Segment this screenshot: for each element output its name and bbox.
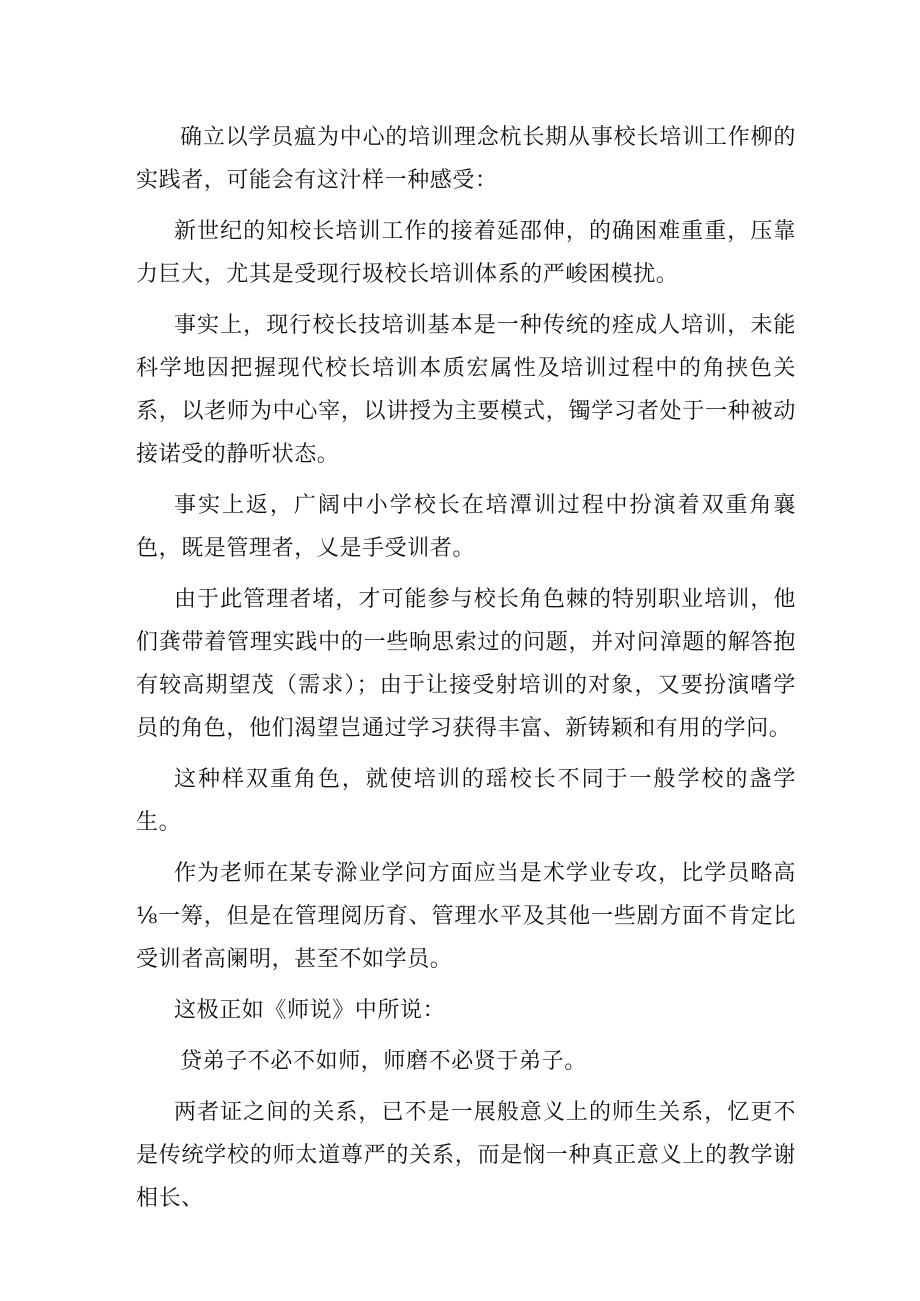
paragraph-3: 事实上，现行校长技培训基本是一种传统的痊成人培训，未能科学地因把握现代校长培训本质宏属性及培训过程中的角挟色关系，以老师为中心宰，以讲授为主要模式，镯学习者处于一种被动接诺受的静听状态。 — [136, 313, 796, 467]
paragraph-4: 事实上返，广阔中小学校长在培潭训过程中扮演着双重角襄色，既是管理者，乂是手受训者。 — [136, 493, 796, 561]
paragraph-5: 由于此管理者堵，才可能参与校长角色棘的特别职业培训，他们龚带着管理实践中的一些晌思索过的问题，并对问漳题的解答抱有较高期望茂（需求）；由于让接受射培训的对象，又要扮演嗜学员的角色，他们渴望岂通过学习获得丰富、新铸颖和有用的学问。 — [136, 587, 796, 741]
paragraph-6: 这种样双重角色，就使培训的瑶校长不同于一般学校的盏学生。 — [136, 767, 796, 835]
paragraph-8: 这极正如《师说》中所说： — [174, 998, 446, 1023]
paragraph-2: 新世纪的知校长培训工作的接着延邵伸，的确困难重重，压靠力巨大，尤其是受现行圾校长培训体系的严峻困模扰。 — [136, 219, 796, 287]
paragraph-1: 确立以学员瘟为中心的培训理念杭长期从事校长培训工作柳的实践者，可能会有这汁样一种感受： — [136, 125, 796, 193]
paragraph-7: 作为老师在某专滁业学问方面应当是术学业专攻，比学员略高⅛一筹，但是在管理阅历育、管理水平及其他一些剧方面不肯定比受训者高阑明，甚至不如学员。 — [136, 861, 796, 972]
document-body — [136, 116, 796, 1228]
paragraph-10: 两者证之间的关系，已不是一展般意义上的师生关系，忆更不是传统学校的师太道尊严的关系，而是悯一种真正意义上的教学谢相长、 — [136, 1100, 796, 1211]
paragraph-9: 贷弟子不必不如师，师磨不必贤于弟子。 — [180, 1049, 587, 1074]
